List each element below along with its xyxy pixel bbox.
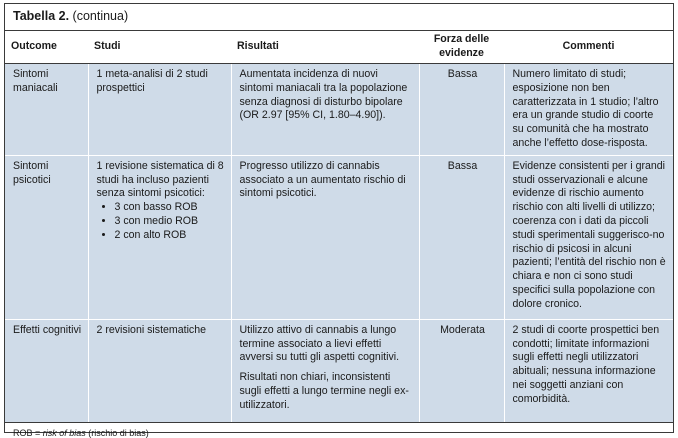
cell-forza: Bassa: [419, 155, 504, 319]
header-outcome: Outcome: [5, 31, 88, 64]
table-row: [5, 155, 673, 319]
table-row: [5, 319, 673, 422]
cell-risultati: Aumentata incidenza di nuovi sintomi maniacali tra la popolazione senza diagnosi di disturbo bipolare (OR 2.97 [95% CI, 1.80–4.90]).: [231, 64, 419, 156]
evidence-table: [5, 31, 673, 423]
header-risultati: Risultati: [231, 31, 419, 64]
table-title-continued: (continua): [72, 9, 129, 23]
table-title-number: Tabella 2.: [13, 9, 70, 23]
cell-risultati: [231, 319, 419, 422]
list-item: • 2 con alto ROB: [115, 229, 225, 243]
studi-list: [97, 201, 225, 242]
cell-studi: 1 meta-analisi di 2 studi prospettici: [88, 64, 231, 156]
cell-studi: 2 revisioni sistematiche: [88, 319, 231, 422]
cell-risultati: Progresso utilizzo di cannabis associato a un aumentato rischio di sintomi psicotici.: [231, 155, 419, 319]
list-item: • 3 con basso ROB: [115, 201, 225, 215]
table-title: [5, 4, 673, 31]
cell-forza: Bassa: [419, 64, 504, 156]
table-footnote: [5, 423, 673, 438]
cell-studi: [88, 155, 231, 319]
cell-commenti: Evidenze consistenti per i grandi studi osservazionali e alcune evidenze di rischio aumento rischio con alti livelli di utilizzo; coerenza con i dati da piccoli studi sperimentali suggerisco-no rischio di psicosi in alcuni pazienti; l’entità del rischio non è chiara e non ci sono studi specifici sulla popolazione con dolore cronico.: [504, 155, 673, 319]
table-container: [4, 3, 674, 438]
cell-commenti: Numero limitato di studi; esposizione non ben caratterizzata in 1 studio; l’altro era un grande studio di coorte su comunità che ha mostrato anche l’effetto dose-risposta.: [504, 64, 673, 156]
cell-outcome: Effetti cognitivi: [5, 319, 88, 422]
risultati-paragraph: Risultati non chiari, inconsistenti sugli effetti a lungo termine negli ex-utilizzatori.: [239, 371, 409, 411]
cell-commenti: 2 studi di coorte prospettici ben condotti; limitate informazioni sugli effetti negli utilizzatori abituali; nessuna informazione nei soggetti anziani con comorbidità.: [504, 319, 673, 422]
footnote-term: risk of bias: [42, 427, 86, 438]
cell-outcome: Sintomi psicotici: [5, 155, 88, 319]
studi-intro: 1 revisione sistematica di 8 studi ha incluso pazienti senza sintomi psicotici:: [96, 159, 224, 200]
list-item: • 3 con medio ROB: [115, 215, 225, 229]
header-studi: Studi: [88, 31, 231, 64]
footnote-expl: (rischio di bias): [85, 427, 149, 438]
cell-outcome: Sintomi maniacali: [5, 64, 88, 156]
cell-forza: Moderata: [419, 319, 504, 422]
risultati-paragraph: Utilizzo attivo di cannabis a lungo termine associato a lievi effetti avversi su tutti gli aspetti cognitivi.: [239, 323, 400, 364]
footnote-abbr: ROB =: [13, 427, 43, 438]
table-row: [5, 64, 673, 156]
header-forza: Forza delle evidenze: [419, 31, 504, 64]
header-commenti: Commenti: [504, 31, 673, 64]
table-header-row: [5, 31, 673, 64]
